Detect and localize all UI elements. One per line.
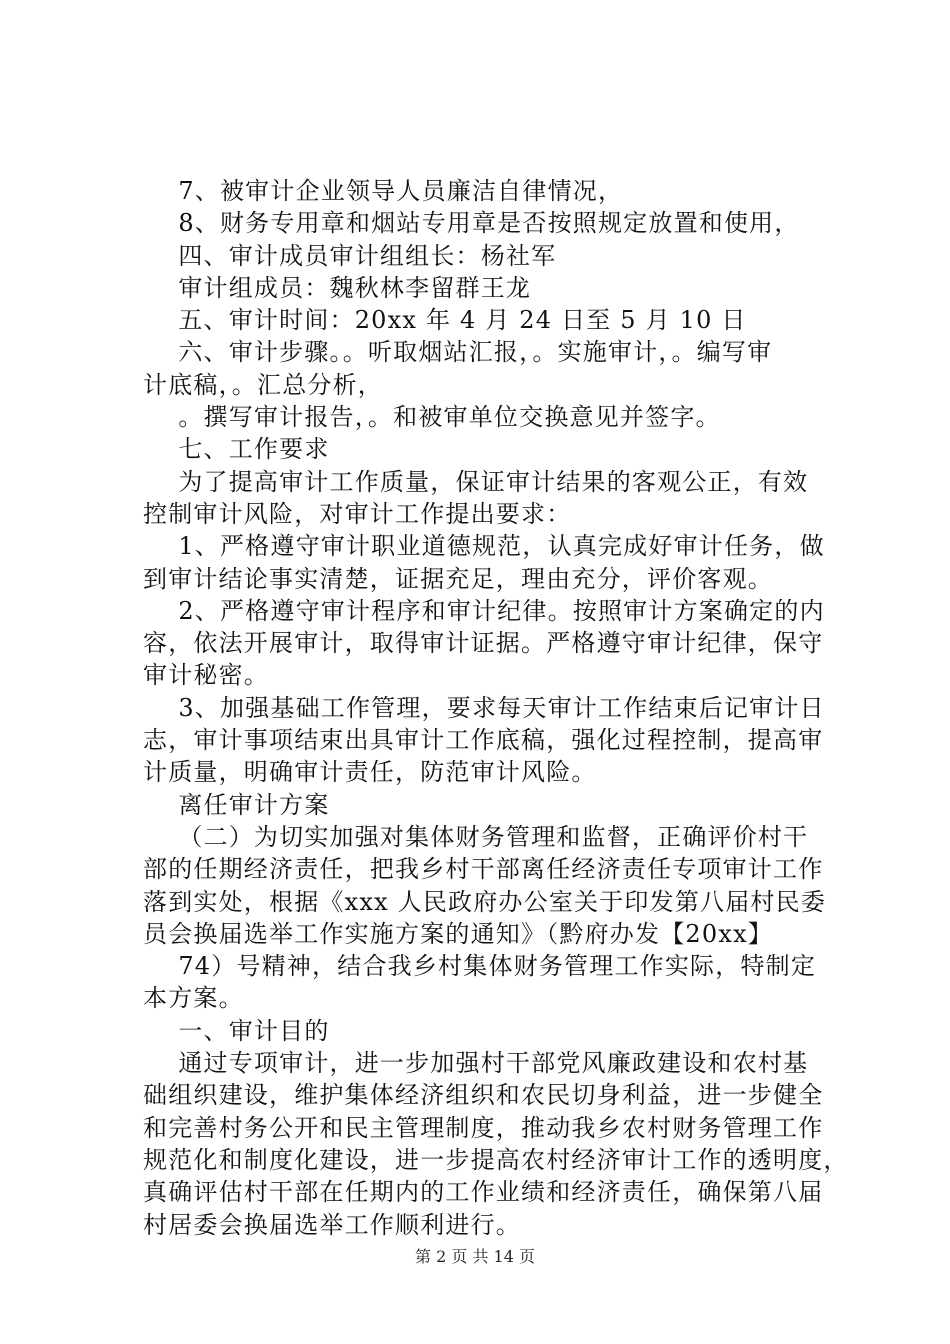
document-body xyxy=(143,175,849,1241)
text-line: 74）号精神，结合我乡村集体财务管理工作实际，特制定 xyxy=(143,952,817,981)
text-line: 容，依法开展审计，取得审计证据。严格遵守审计纪律，保守 xyxy=(143,629,824,658)
text-line: 离任审计方案 xyxy=(143,790,330,819)
text-line: 计质量，明确审计责任，防范审计风险。 xyxy=(143,758,597,787)
text-line: 7、被审计企业领导人员廉洁自律情况， xyxy=(143,177,624,205)
text-line: 审计秘密。 xyxy=(143,661,269,690)
text-line: 计底稿，。汇总分析， xyxy=(143,370,383,399)
text-line: 落到实处，根据《xxx 人民政府办公室关于印发第八届村民委 xyxy=(143,887,827,916)
text-line: 本方案。 xyxy=(143,984,244,1013)
text-line: 七、工作要求 xyxy=(143,435,330,464)
text-line: （二）为切实加强对集体财务管理和监督，正确评价村干 xyxy=(143,822,809,851)
text-line: 六、审计步骤。。听取烟站汇报，。实施审计，。编写审 xyxy=(143,338,773,367)
page-number-footer: 第 2 页 共 14 页 xyxy=(415,1247,535,1266)
text-line: 到审计结论事实清楚，证据充足，理由充分，评价客观。 xyxy=(143,564,773,593)
text-line: 员会换届选举工作实施方案的通知》（黔府办发【20xx】 xyxy=(143,919,774,948)
text-line: 村居委会换届选举工作顺利进行。 xyxy=(143,1210,521,1239)
text-line: 部的任期经济责任，把我乡村干部离任经济责任专项审计工作 xyxy=(143,855,824,884)
text-line: 志，审计事项结束出具审计工作底稿，强化过程控制，提高审 xyxy=(143,726,824,755)
text-line: 规范化和制度化建设，进一步提高农村经济审计工作的透明度， xyxy=(143,1145,849,1174)
text-line: 一、审计目的 xyxy=(143,1016,330,1045)
text-line: 3、加强基础工作管理，要求每天审计工作结束后记审计日 xyxy=(143,693,825,722)
text-line: 四、审计成员审计组组长：杨社军 xyxy=(143,241,557,270)
text-line: 为了提高审计工作质量，保证审计结果的客观公正，有效 xyxy=(143,467,809,496)
text-line: 础组织建设，维护集体经济组织和农民切身利益，进一步健全 xyxy=(143,1081,824,1110)
text-line: 通过专项审计，进一步加强村干部党风廉政建设和农村基 xyxy=(143,1049,809,1078)
text-line: 8、财务专用章和烟站专用章是否按照规定放置和使用， xyxy=(143,209,800,238)
text-line: 1、严格遵守审计职业道德规范，认真完成好审计任务，做 xyxy=(143,532,825,561)
text-line: 真确评估村干部在任期内的工作业绩和经济责任，确保第八届 xyxy=(143,1178,824,1207)
text-line: 审计组成员：魏秋林李留群王龙 xyxy=(143,273,532,302)
text-line: 五、审计时间：20xx 年 4 月 24 日至 5 月 10 日 xyxy=(143,306,747,335)
text-line: 控制审计风险，对审计工作提出要求： xyxy=(143,499,572,528)
text-line: 2、严格遵守审计程序和审计纪律。按照审计方案确定的内 xyxy=(143,596,825,625)
text-line: 。撰写审计报告，。和被审单位交换意见并签字。 xyxy=(143,403,721,432)
text-line: 和完善村务公开和民主管理制度，推动我乡农村财务管理工作 xyxy=(143,1113,824,1142)
